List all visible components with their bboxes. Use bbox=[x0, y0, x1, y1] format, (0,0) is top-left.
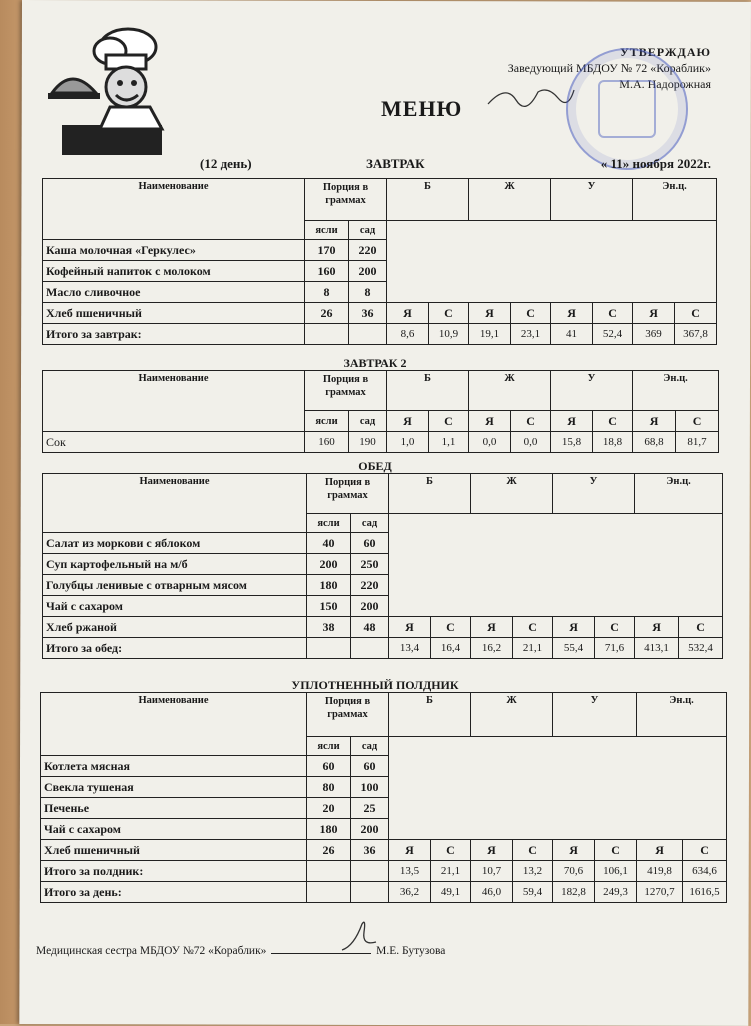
day-total-row: Итого за день: 36,2 49,1 46,0 59,4 182,8 249,3 1270,7 1616,5 bbox=[41, 882, 727, 903]
chef-illustration bbox=[40, 25, 180, 155]
table-row: Котлета мясная 60 60 bbox=[41, 756, 727, 777]
director-signature bbox=[486, 80, 576, 110]
col-enc: Эн.ц. bbox=[633, 179, 717, 221]
breakfast2-table: Наименование Порция в граммах Б Ж У Эн.ц. ясли сад Я С Я С Я С Я С Сок 160 190 1,0 1,1 0,0 0,0 15,8 18,8 68,8 81,7 bbox=[42, 370, 719, 453]
table-row: Хлеб пшеничный 26 36 Я С Я С Я С Я С bbox=[41, 840, 727, 861]
total-row: Итого за обед: 13,4 16,4 16,2 21,1 55,4 71,6 413,1 532,4 bbox=[43, 638, 723, 659]
lunch-table: Наименование Порция в граммах Б Ж У Эн.ц. ясли сад Салат из моркови с яблоком 40 60 Суп картофельный на м/б 200 250 Голубцы ленивые с отварным мясом 180 220 Чай с сахаром 150 200 Хлеб ржаной 38 48 Я С Я С Я С Я С Итого за обед: 13,4 16,4 16,2 21,1 55,4 71,6 413,1 532,4 bbox=[42, 473, 723, 659]
table-row: Печенье 20 25 bbox=[41, 798, 727, 819]
table-row: Масло сливочное 8 8 bbox=[43, 282, 717, 303]
nurse-signature bbox=[336, 916, 386, 956]
snack-title: УПЛОТНЕННЫЙ ПОЛДНИК bbox=[291, 678, 459, 692]
col-b: Б bbox=[387, 179, 469, 221]
breakfast2-title: ЗАВТРАК 2 bbox=[343, 356, 407, 370]
table-row: Хлеб пшеничный 26 36 Я С Я С Я С Я С bbox=[43, 303, 717, 324]
table-row: Голубцы ленивые с отварным мясом 180 220 bbox=[43, 575, 723, 596]
day-number: (12 день) bbox=[200, 156, 252, 171]
table-row: Салат из моркови с яблоком 40 60 bbox=[43, 533, 723, 554]
total-row: Итого за завтрак: 8,6 10,9 19,1 23,1 41 52,4 369 367,8 bbox=[43, 324, 717, 345]
approve-title: УТВЕРЖДАЮ bbox=[619, 45, 711, 59]
col-zh: Ж bbox=[469, 179, 551, 221]
nurse-position: Медицинская сестра МБДОУ №72 «Кораблик» bbox=[36, 945, 267, 957]
lunch-title: ОБЕД bbox=[358, 459, 392, 473]
page-title: МЕНЮ bbox=[381, 96, 463, 121]
col-sad: сад bbox=[349, 221, 387, 240]
approve-position: Заведующий МБДОУ № 72 «Кораблик» bbox=[507, 61, 711, 75]
col-name: Наименование bbox=[43, 179, 305, 240]
table-row: Чай с сахаром 180 200 bbox=[41, 819, 727, 840]
table-row: Хлеб ржаной 38 48 Я С Я С Я С Я С bbox=[43, 617, 723, 638]
col-yasli: ясли bbox=[305, 221, 349, 240]
table-row: Кофейный напиток с молоком 160 200 bbox=[43, 261, 717, 282]
snack-table: Наименование Порция в граммах Б Ж У Эн.ц. ясли сад Котлета мясная 60 60 Свекла тушеная 80 100 Печенье 20 25 Чай с сахаром 180 200 Хлеб пшеничный 26 36 Я С Я С Я С Я С Итого за полдник: 13,5 21,1 10,7 13,2 70,6 106,1 419,8 634,6 Итого за день: 36,2 49,1 46,0 59,4 182,8 249,3 1270,7 1616,5 bbox=[40, 692, 727, 903]
table-row: Каша молочная «Геркулес» 170 220 bbox=[43, 240, 717, 261]
menu-date: « 11» ноября 2022г. bbox=[600, 156, 711, 171]
day-line bbox=[200, 156, 711, 174]
table-row: Сок 160 190 1,0 1,1 0,0 0,0 15,8 18,8 68,8 81,7 bbox=[43, 432, 719, 453]
table-row: Свекла тушеная 80 100 bbox=[41, 777, 727, 798]
nurse-name: М.Е. Бутузова bbox=[376, 945, 446, 957]
approve-name: М.А. Надорожная bbox=[619, 77, 711, 91]
breakfast-title: ЗАВТРАК bbox=[366, 156, 425, 171]
table-row: Суп картофельный на м/б 200 250 bbox=[43, 554, 723, 575]
breakfast-table bbox=[42, 178, 717, 345]
col-u: У bbox=[551, 179, 633, 221]
col-portion: Порция в граммах bbox=[305, 179, 387, 221]
table-row: Чай с сахаром 150 200 bbox=[43, 596, 723, 617]
total-row: Итого за полдник: 13,5 21,1 10,7 13,2 70,6 106,1 419,8 634,6 bbox=[41, 861, 727, 882]
